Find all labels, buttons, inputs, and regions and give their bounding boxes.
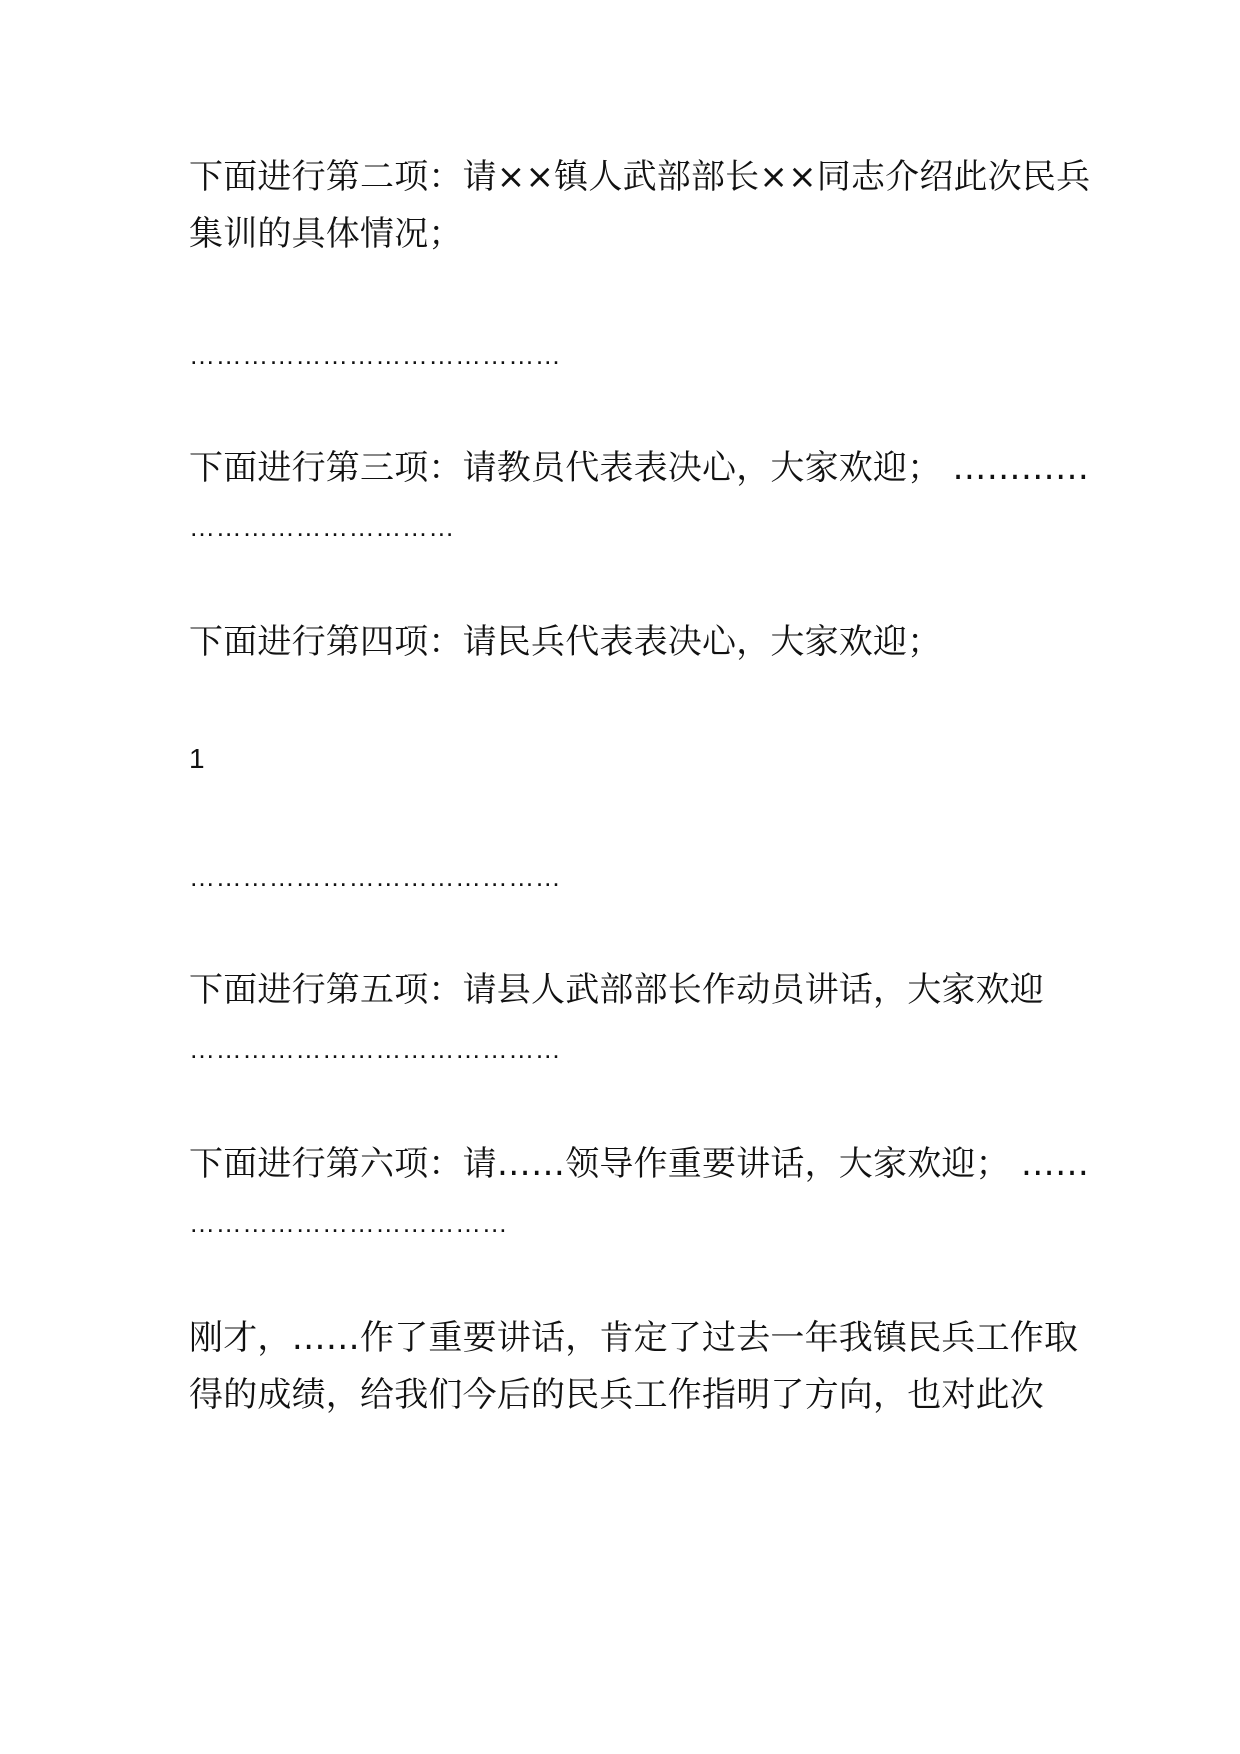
item2-line-2: 集训的具体情况； [189, 214, 463, 254]
item3-line-1: 下面进行第三项：请教员代表表决心，大家欢迎； ………… [189, 448, 1090, 488]
closing-line-1: 刚才，……作了重要讲话，肯定了过去一年我镇民兵工作取 [189, 1318, 1079, 1358]
item5-line-2: …………………………………… [189, 1034, 562, 1064]
page-number: 1 [189, 743, 205, 774]
closing-line-2: 得的成绩，给我们今后的民兵工作指明了方向，也对此次 [189, 1375, 1044, 1415]
item6-line-2: ……………………………… [189, 1208, 509, 1238]
item4-line-1: 下面进行第四项：请民兵代表表决心，大家欢迎； [189, 622, 942, 662]
ellipsis-separator-2: …………………………………… [189, 862, 562, 892]
ellipsis-separator: …………………………………… [189, 340, 562, 370]
item6-line-1: 下面进行第六项：请……领导作重要讲话，大家欢迎； …… [189, 1144, 1090, 1184]
item3-line-2: ………………………… [189, 512, 455, 542]
item5-line-1: 下面进行第五项：请县人武部部长作动员讲话，大家欢迎 [189, 970, 1044, 1010]
item2-line-1: 下面进行第二项：请××镇人武部部长××同志介绍此次民兵 [189, 157, 1091, 197]
